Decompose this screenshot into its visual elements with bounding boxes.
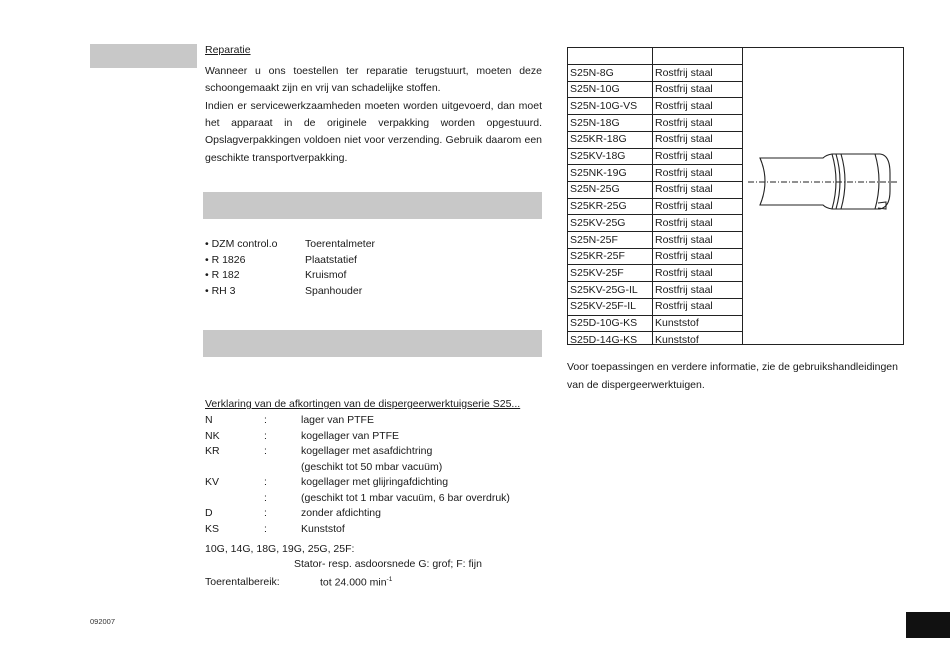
- abbreviation-value: zonder afdichting: [301, 507, 381, 519]
- tool-type-cell: S25D-10G-KS: [570, 317, 638, 329]
- sizes-line: 10G, 14G, 18G, 19G, 25G, 25F:: [205, 543, 355, 555]
- abbreviation-colon: :: [264, 476, 267, 488]
- tool-material-cell: Rostfrij staal: [655, 66, 713, 79]
- tool-type-cell: S25D-14G-KS: [570, 333, 638, 346]
- tool-type-cell: S25N-10G: [570, 83, 620, 96]
- tool-type-cell: S25N-10G-VS: [570, 99, 638, 112]
- speed-value: tot 24.000 $\min^{-1}$: [320, 576, 393, 589]
- tool-type-cell: S25N-25F: [570, 233, 618, 246]
- abbreviation-key: KS: [205, 522, 220, 535]
- abbreviations-heading: Verklaring van de afkortingen van de dispergeerwerktuigserie S25...: [205, 398, 521, 410]
- accessory-name: • R 1826: [205, 253, 246, 266]
- accessory-description: Toerentalmeter: [305, 238, 376, 250]
- abbreviation-colon: :: [264, 522, 267, 535]
- abbreviations-header-bar: [203, 330, 542, 357]
- tool-type-cell: S25N-25G: [570, 183, 620, 196]
- accessory-name: • R 182: [205, 269, 240, 281]
- tool-type-cell: S25KV-25F-IL: [570, 300, 636, 313]
- tool-material-cell: Kunststof: [655, 317, 699, 329]
- abbreviation-colon: :: [264, 507, 267, 519]
- abbreviation-value: lager van PTFE: [301, 414, 374, 426]
- tool-material-cell: Rostfrij staal: [655, 116, 713, 129]
- abbreviation-key: N: [205, 414, 213, 426]
- tool-material-cell: Rostfrij staal: [655, 200, 713, 213]
- tool-type-cell: S25KR-18G: [570, 133, 627, 146]
- repair-paragraph-2: Indien er servicewerkzaamheden moeten worden uitgevoerd, dan moet het apparaat in de originele verpakking worden opgestuurd. Opslagverpakkingen voldoen niet voor verzending. Gebruik daarom een geschikte transportverpakking.: [205, 100, 542, 164]
- tools-table: [567, 47, 904, 345]
- abbreviation-key: KR: [205, 445, 220, 457]
- tool-material-cell: Kunststof: [655, 333, 699, 346]
- tool-type-cell: S25KV-25G-IL: [570, 283, 638, 296]
- tool-type-cell: S25KV-18G: [570, 150, 626, 162]
- abbreviation-value: kogellager met asafdichtring: [301, 445, 433, 457]
- tool-material-cell: Rostfrij staal: [655, 99, 713, 112]
- section-tab: [90, 44, 197, 68]
- tool-type-cell: S25KR-25F: [570, 250, 625, 263]
- accessory-description: Plaatstatief: [305, 253, 357, 266]
- accessory-description: Spanhouder: [305, 284, 363, 297]
- accessories-header-bar: [203, 192, 542, 219]
- tool-material-cell: Rostfrij staal: [655, 266, 713, 279]
- repair-heading: Reparatie: [205, 44, 251, 56]
- abbreviation-colon: :: [264, 491, 267, 504]
- abbreviation-value: (geschikt tot 1 mbar vacuüm, 6 bar overdruk): [301, 491, 510, 504]
- abbreviation-colon: :: [264, 414, 267, 426]
- tool-type-cell: S25NK-19G: [570, 166, 627, 179]
- tool-type-cell: S25KR-25G: [570, 200, 627, 213]
- tool-material-cell: Rostfrij staal: [655, 183, 713, 196]
- accessory-description: Kruismof: [305, 269, 347, 281]
- accessory-name: • DZM control.o: [205, 238, 278, 250]
- tool-material-cell: Rostfrij staal: [655, 233, 713, 246]
- tool-material-cell: Rostfrij staal: [655, 150, 713, 162]
- page-number-tab: [906, 612, 950, 638]
- abbreviation-key: KV: [205, 476, 220, 488]
- tool-drawing: [748, 143, 903, 233]
- abbreviation-value: Kunststof: [301, 522, 345, 535]
- abbreviation-value: kogellager met glijringafdichting: [301, 476, 449, 488]
- repair-paragraph-1: Wanneer u ons toestellen ter reparatie terugstuurt, moeten deze schoongemaakt zijn en vrij van schadelijke stoffen.: [205, 65, 542, 95]
- abbreviation-key: NK: [205, 429, 220, 442]
- tool-material-cell: Rostfrij staal: [655, 133, 713, 146]
- abbreviation-value: kogellager van PTFE: [301, 429, 400, 442]
- tool-type-cell: S25KV-25F: [570, 266, 624, 279]
- tool-type-cell: S25KV-25G: [570, 216, 626, 229]
- abbreviation-colon: :: [264, 429, 267, 442]
- tool-material-cell: Rostfrij staal: [655, 250, 713, 263]
- sizes-description: Stator- resp. asdoorsnede G: grof; F: fijn: [294, 558, 482, 570]
- abbreviation-key: D: [205, 507, 213, 519]
- speed-label: Toerentalbereik:: [205, 576, 280, 588]
- tool-type-cell: S25N-18G: [570, 116, 620, 129]
- tool-material-cell: Rostfrij staal: [655, 216, 713, 229]
- tool-material-cell: Rostfrij staal: [655, 283, 713, 296]
- usage-note: Voor toepassingen en verdere informatie, zie de gebruikshandleidingen van de dispergeerwerktuigen.: [567, 361, 898, 391]
- abbreviation-colon: :: [264, 445, 267, 457]
- document-code: 092007: [90, 617, 116, 626]
- tool-type-cell: S25N-8G: [570, 66, 614, 79]
- accessory-name: • RH 3: [205, 284, 236, 297]
- tool-material-cell: Rostfrij staal: [655, 166, 713, 179]
- tool-material-cell: Rostfrij staal: [655, 83, 713, 96]
- abbreviation-value: (geschikt tot 50 mbar vacuüm): [301, 460, 443, 473]
- tool-material-cell: Rostfrij staal: [655, 300, 713, 313]
